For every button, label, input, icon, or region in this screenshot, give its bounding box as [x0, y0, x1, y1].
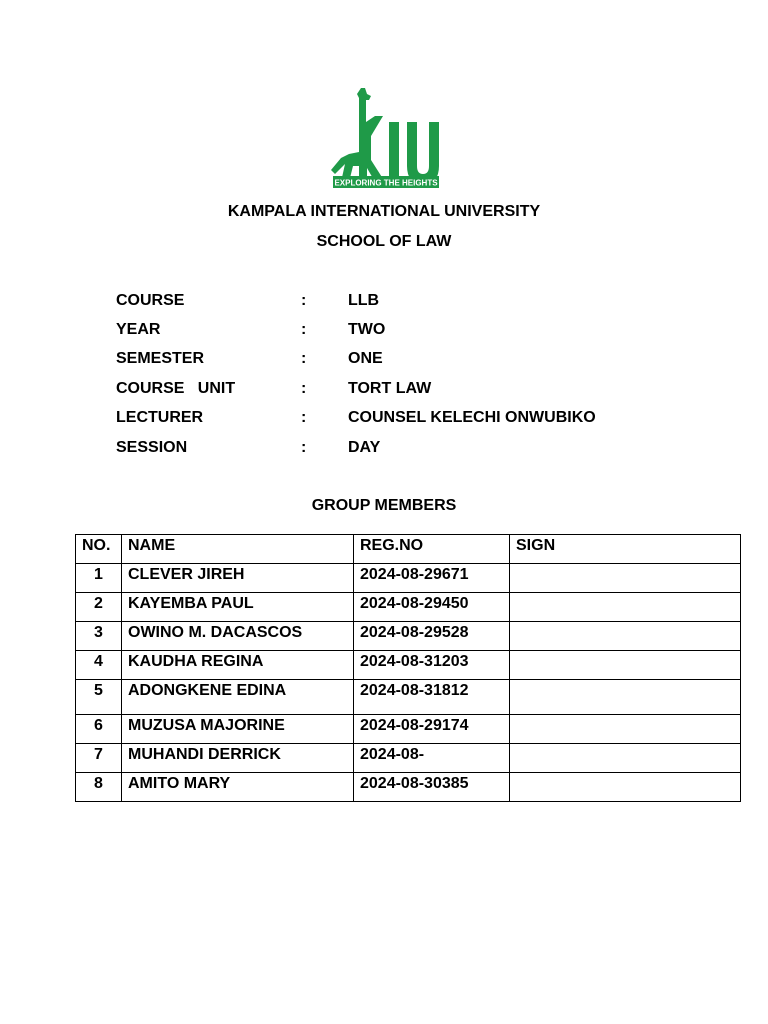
cell-reg: 2024-08-30385 — [354, 773, 510, 802]
info-label: SEMESTER — [116, 350, 205, 367]
column-header-name: NAME — [122, 535, 354, 564]
cell-reg: 2024-08-31203 — [354, 651, 510, 680]
cell-reg: 2024-08-29450 — [354, 593, 510, 622]
cell-sign — [510, 651, 741, 680]
info-label: YEAR — [116, 321, 161, 338]
logo-tagline: EXPLORING THE HEIGHTS — [334, 178, 438, 188]
table-row — [76, 773, 741, 802]
info-value: COUNSEL KELECHI ONWUBIKO — [348, 409, 596, 426]
cell-no: 6 — [76, 715, 122, 744]
cell-sign — [510, 744, 741, 773]
cell-sign — [510, 622, 741, 651]
table-row — [76, 651, 741, 680]
cell-name: MUZUSA MAJORINE — [122, 715, 354, 744]
cell-sign — [510, 773, 741, 802]
cell-no: 4 — [76, 651, 122, 680]
cell-no: 8 — [76, 773, 122, 802]
cell-reg: 2024-08-29671 — [354, 564, 510, 593]
cell-reg: 2024-08-29528 — [354, 622, 510, 651]
cell-reg: 2024-08- — [354, 744, 510, 773]
column-header-reg: REG.NO — [354, 535, 510, 564]
info-separator: : — [301, 439, 307, 456]
column-header-sign: SIGN — [510, 535, 741, 564]
cell-no: 2 — [76, 593, 122, 622]
cell-name: KAYEMBA PAUL — [122, 593, 354, 622]
cell-reg: 2024-08-31812 — [354, 680, 510, 715]
cell-sign — [510, 680, 741, 715]
info-value: TORT LAW — [348, 380, 432, 397]
cell-name: OWINO M. DACASCOS — [122, 622, 354, 651]
info-label: COURSE — [116, 292, 185, 309]
table-row — [76, 622, 741, 651]
info-label: LECTURER — [116, 409, 204, 426]
cell-no: 5 — [76, 680, 122, 715]
group-members-table — [75, 534, 741, 802]
cell-sign — [510, 715, 741, 744]
info-label: SESSION — [116, 439, 188, 456]
cell-no: 1 — [76, 564, 122, 593]
info-value: LLB — [348, 292, 380, 309]
cell-sign — [510, 564, 741, 593]
info-value: ONE — [348, 350, 383, 367]
info-separator: : — [301, 409, 307, 426]
cell-name: ADONGKENE EDINA — [122, 680, 354, 715]
info-separator: : — [301, 321, 307, 338]
cell-reg: 2024-08-29174 — [354, 715, 510, 744]
cell-name: MUHANDI DERRICK — [122, 744, 354, 773]
group-members-title: GROUP MEMBERS — [311, 497, 457, 514]
table-row — [76, 715, 741, 744]
cell-no: 7 — [76, 744, 122, 773]
table-header-row — [76, 535, 741, 564]
info-label: COURSE UNIT — [116, 380, 236, 397]
info-value: TWO — [348, 321, 386, 338]
cell-sign — [510, 593, 741, 622]
info-separator: : — [301, 292, 307, 309]
table-row — [76, 564, 741, 593]
giraffe-icon — [331, 88, 385, 182]
table-row — [76, 680, 741, 715]
school-name: SCHOOL OF LAW — [316, 233, 452, 250]
info-separator: : — [301, 380, 307, 397]
cell-name: AMITO MARY — [122, 773, 354, 802]
table-row — [76, 744, 741, 773]
table-row — [76, 593, 741, 622]
cell-no: 3 — [76, 622, 122, 651]
kiu-logo — [331, 86, 441, 190]
column-header-no: NO. — [76, 535, 122, 564]
cell-name: CLEVER JIREH — [122, 564, 354, 593]
info-value: DAY — [348, 439, 381, 456]
info-separator: : — [301, 350, 307, 367]
university-name: KAMPALA INTERNATIONAL UNIVERSITY — [227, 203, 541, 220]
cell-name: KAUDHA REGINA — [122, 651, 354, 680]
